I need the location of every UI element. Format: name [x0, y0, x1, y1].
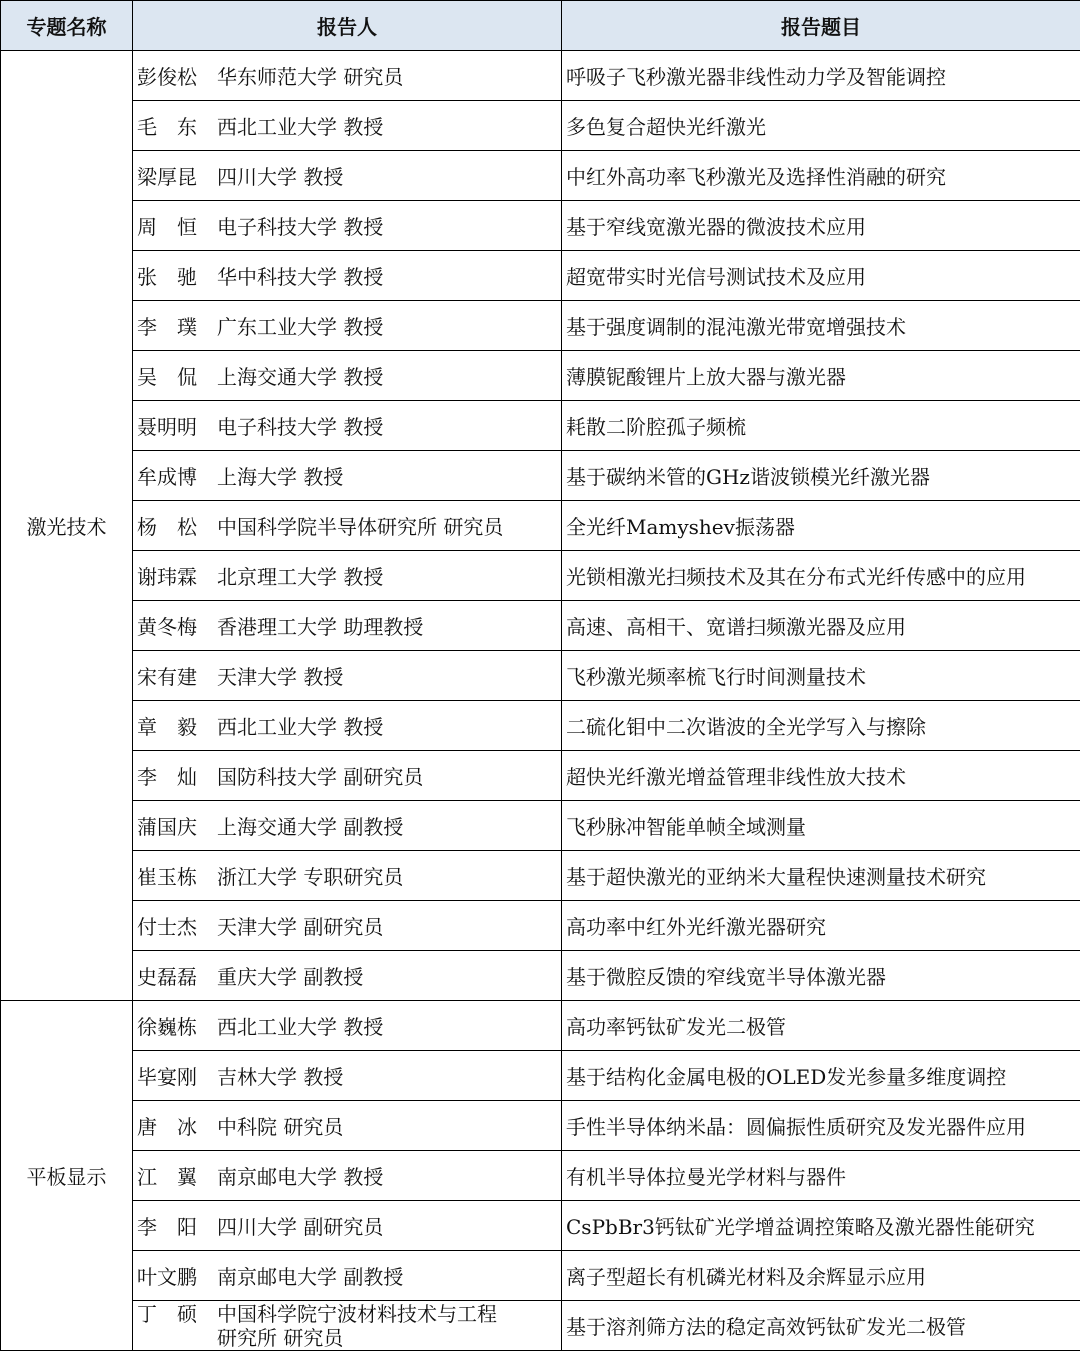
- speaker-cell: [133, 651, 562, 701]
- speaker-affiliation: [217, 61, 403, 90]
- speaker-cell: [133, 551, 562, 601]
- affiliation-line: 天津大学 教授: [217, 665, 343, 689]
- table-row: [1, 401, 1080, 451]
- report-title-cell: 薄膜铌酸锂片上放大器与激光器: [562, 351, 1080, 401]
- report-title-cell: 基于溶剂筛方法的稳定高效钙钛矿发光二极管: [562, 1301, 1080, 1351]
- header-title: 报告题目: [562, 1, 1080, 51]
- speaker-cell: [133, 901, 562, 951]
- affiliation-line: 北京理工大学 教授: [217, 565, 383, 589]
- speaker-name: 宋有建: [137, 661, 217, 690]
- speaker-name: 张 驰: [137, 261, 217, 290]
- speaker-name: 梁厚昆: [137, 161, 217, 190]
- table-row: [1, 951, 1080, 1001]
- speaker-name: 杨 松: [137, 511, 217, 540]
- speaker-name: 毛 东: [137, 111, 217, 140]
- table-row: [1, 701, 1080, 751]
- report-title-cell: 中红外高功率飞秒激光及选择性消融的研究: [562, 151, 1080, 201]
- table-row: [1, 751, 1080, 801]
- speaker-name: 彭俊松: [137, 61, 217, 90]
- report-title-cell: 基于碳纳米管的GHz谐波锁模光纤激光器: [562, 451, 1080, 501]
- speaker-affiliation: [217, 411, 383, 440]
- speaker-affiliation: [217, 211, 383, 240]
- speaker-affiliation: [217, 1011, 383, 1040]
- speaker-name: 徐巍栋: [137, 1011, 217, 1040]
- speaker-affiliation: [217, 1161, 383, 1190]
- affiliation-line: 吉林大学 教授: [217, 1065, 343, 1089]
- affiliation-line: 西北工业大学 教授: [217, 715, 383, 739]
- table-row: [1, 1251, 1080, 1301]
- topic-cell: 平板显示: [1, 1001, 133, 1351]
- speaker-cell: [133, 201, 562, 251]
- report-title-cell: 基于窄线宽激光器的微波技术应用: [562, 201, 1080, 251]
- affiliation-line: 西北工业大学 教授: [217, 115, 383, 139]
- speaker-cell: [133, 351, 562, 401]
- speaker-affiliation: [217, 911, 383, 940]
- report-title-cell: 高功率中红外光纤激光器研究: [562, 901, 1080, 951]
- speaker-cell: [133, 751, 562, 801]
- report-title-cell: 高速、高相干、宽谱扫频激光器及应用: [562, 601, 1080, 651]
- table-row: [1, 501, 1080, 551]
- affiliation-line: 中国科学院半导体研究所 研究员: [217, 515, 503, 539]
- speaker-cell: [133, 1001, 562, 1051]
- affiliation-line: 上海交通大学 副教授: [217, 815, 403, 839]
- affiliation-line: 重庆大学 副教授: [217, 965, 363, 989]
- affiliation-line-2: 研究所 研究员: [217, 1326, 343, 1350]
- report-title-cell: 呼吸子飞秒激光器非线性动力学及智能调控: [562, 51, 1080, 101]
- report-title-cell: 有机半导体拉曼光学材料与器件: [562, 1151, 1080, 1201]
- affiliation-line: 中科院 研究员: [217, 1115, 343, 1139]
- speaker-affiliation: [217, 1061, 343, 1090]
- report-title-cell: 基于微腔反馈的窄线宽半导体激光器: [562, 951, 1080, 1001]
- speaker-affiliation: [217, 1111, 343, 1140]
- speaker-cell: [133, 51, 562, 101]
- speaker-cell: [133, 451, 562, 501]
- speaker-affiliation: [217, 861, 403, 890]
- speaker-affiliation: [217, 461, 343, 490]
- speaker-cell: [133, 101, 562, 151]
- affiliation-line: 南京邮电大学 教授: [217, 1165, 383, 1189]
- table-row: [1, 601, 1080, 651]
- table-row: [1, 251, 1080, 301]
- speaker-name: 李 灿: [137, 761, 217, 790]
- table-row: [1, 801, 1080, 851]
- report-title-cell: 飞秒激光频率梳飞行时间测量技术: [562, 651, 1080, 701]
- speaker-name: 黄冬梅: [137, 611, 217, 640]
- report-title-cell: 耗散二阶腔孤子频梳: [562, 401, 1080, 451]
- affiliation-line: 上海大学 教授: [217, 465, 343, 489]
- speaker-name: 聂明明: [137, 411, 217, 440]
- table-row: [1, 201, 1080, 251]
- speaker-cell: [133, 1201, 562, 1251]
- speaker-cell: [133, 851, 562, 901]
- speaker-cell: [133, 151, 562, 201]
- speaker-cell: [133, 701, 562, 751]
- report-title-cell: 光锁相激光扫频技术及其在分布式光纤传感中的应用: [562, 551, 1080, 601]
- affiliation-line: 广东工业大学 教授: [217, 315, 383, 339]
- table-row: [1, 1201, 1080, 1251]
- speaker-name: 李 璞: [137, 311, 217, 340]
- header-row: [1, 1, 1080, 51]
- speaker-name: 丁 硕: [137, 1302, 217, 1326]
- affiliation-line: 国防科技大学 副研究员: [217, 765, 423, 789]
- speaker-affiliation: [217, 1211, 383, 1240]
- speaker-cell: [133, 801, 562, 851]
- affiliation-line: 华中科技大学 教授: [217, 265, 383, 289]
- report-title-cell: 手性半导体纳米晶：圆偏振性质研究及发光器件应用: [562, 1101, 1080, 1151]
- speaker-affiliation: [217, 561, 383, 590]
- table-row: [1, 351, 1080, 401]
- speaker-name: 吴 侃: [137, 361, 217, 390]
- speaker-name: 周 恒: [137, 211, 217, 240]
- table-row: [1, 551, 1080, 601]
- speaker-name: 崔玉栋: [137, 861, 217, 890]
- speaker-cell: [133, 1051, 562, 1101]
- affiliation-line: 四川大学 副研究员: [217, 1215, 383, 1239]
- affiliation-line: 上海交通大学 教授: [217, 365, 383, 389]
- report-title-cell: 基于强度调制的混沌激光带宽增强技术: [562, 301, 1080, 351]
- speaker-affiliation: [217, 261, 383, 290]
- table-row: [1, 451, 1080, 501]
- speaker-affiliation: [217, 761, 423, 790]
- affiliation-line: 浙江大学 专职研究员: [217, 865, 403, 889]
- speaker-cell: [133, 301, 562, 351]
- report-title-cell: 超宽带实时光信号测试技术及应用: [562, 251, 1080, 301]
- speaker-name: 蒲国庆: [137, 811, 217, 840]
- report-title-cell: 全光纤Mamyshev振荡器: [562, 501, 1080, 551]
- speaker-affiliation: [217, 961, 363, 990]
- table-row: [1, 1151, 1080, 1201]
- speaker-affiliation: [217, 811, 403, 840]
- speaker-name: 谢玮霖: [137, 561, 217, 590]
- speaker-name: 毕宴刚: [137, 1061, 217, 1090]
- speaker-affiliation: [217, 661, 343, 690]
- speaker-affiliation: [217, 511, 503, 540]
- speaker-name: 付士杰: [137, 911, 217, 940]
- speaker-name: 唐 冰: [137, 1111, 217, 1140]
- affiliation-line: 电子科技大学 教授: [217, 415, 383, 439]
- table-row: [1, 651, 1080, 701]
- speaker-name: 江 翼: [137, 1161, 217, 1190]
- speaker-cell: [133, 1251, 562, 1301]
- header-speaker: 报告人: [133, 1, 562, 51]
- affiliation-line: 西北工业大学 教授: [217, 1015, 383, 1039]
- speaker-affiliation: [217, 111, 383, 140]
- speaker-affiliation: [217, 311, 383, 340]
- speaker-name: 李 阳: [137, 1211, 217, 1240]
- table-row: [1, 151, 1080, 201]
- speaker-name: 牟成博: [137, 461, 217, 490]
- table-row: [1, 301, 1080, 351]
- table-row: [1, 851, 1080, 901]
- table-row: [1, 101, 1080, 151]
- affiliation-line: 天津大学 副研究员: [217, 915, 383, 939]
- affiliation-line: 香港理工大学 助理教授: [217, 615, 423, 639]
- header-topic: 专题名称: [1, 1, 133, 51]
- report-title-cell: 二硫化钼中二次谐波的全光学写入与擦除: [562, 701, 1080, 751]
- report-title-cell: 超快光纤激光增益管理非线性放大技术: [562, 751, 1080, 801]
- table-row: [1, 901, 1080, 951]
- table-row: [1, 51, 1080, 101]
- report-title-cell: 多色复合超快光纤激光: [562, 101, 1080, 151]
- report-title-cell: 离子型超长有机磷光材料及余辉显示应用: [562, 1251, 1080, 1301]
- speaker-cell: [133, 951, 562, 1001]
- speaker-name: 史磊磊: [137, 961, 217, 990]
- report-title-cell: 高功率钙钛矿发光二极管: [562, 1001, 1080, 1051]
- report-title-cell: 基于超快激光的亚纳米大量程快速测量技术研究: [562, 851, 1080, 901]
- affiliation-line: 四川大学 教授: [217, 165, 343, 189]
- affiliation-line: 华东师范大学 研究员: [217, 65, 403, 89]
- speaker-cell: [133, 1301, 562, 1351]
- table-row: [1, 1001, 1080, 1051]
- topic-cell: 激光技术: [1, 51, 133, 1001]
- speaker-cell: [133, 1151, 562, 1201]
- speaker-cell: [133, 601, 562, 651]
- affiliation-line: 中国科学院宁波材料技术与工程: [217, 1302, 497, 1326]
- speaker-affiliation: [217, 1302, 497, 1350]
- affiliation-line: 南京邮电大学 副教授: [217, 1265, 403, 1289]
- speaker-cell: [133, 1101, 562, 1151]
- table-row: [1, 1301, 1080, 1351]
- speaker-cell: [133, 401, 562, 451]
- speaker-affiliation: [217, 1261, 403, 1290]
- speaker-affiliation: [217, 161, 343, 190]
- speaker-affiliation: [217, 611, 423, 640]
- report-title-cell: CsPbBr3钙钛矿光学增益调控策略及激光器性能研究: [562, 1201, 1080, 1251]
- speaker-affiliation: [217, 711, 383, 740]
- speaker-name: 叶文鹏: [137, 1261, 217, 1290]
- table-row: [1, 1051, 1080, 1101]
- table-body: [1, 51, 1080, 1351]
- report-title-cell: 基于结构化金属电极的OLED发光参量多维度调控: [562, 1051, 1080, 1101]
- speaker-name: 章 毅: [137, 711, 217, 740]
- speaker-affiliation: [217, 361, 383, 390]
- table-row: [1, 1101, 1080, 1151]
- report-title-cell: 飞秒脉冲智能单帧全域测量: [562, 801, 1080, 851]
- speaker-cell: [133, 501, 562, 551]
- affiliation-line: 电子科技大学 教授: [217, 215, 383, 239]
- speaker-cell: [133, 251, 562, 301]
